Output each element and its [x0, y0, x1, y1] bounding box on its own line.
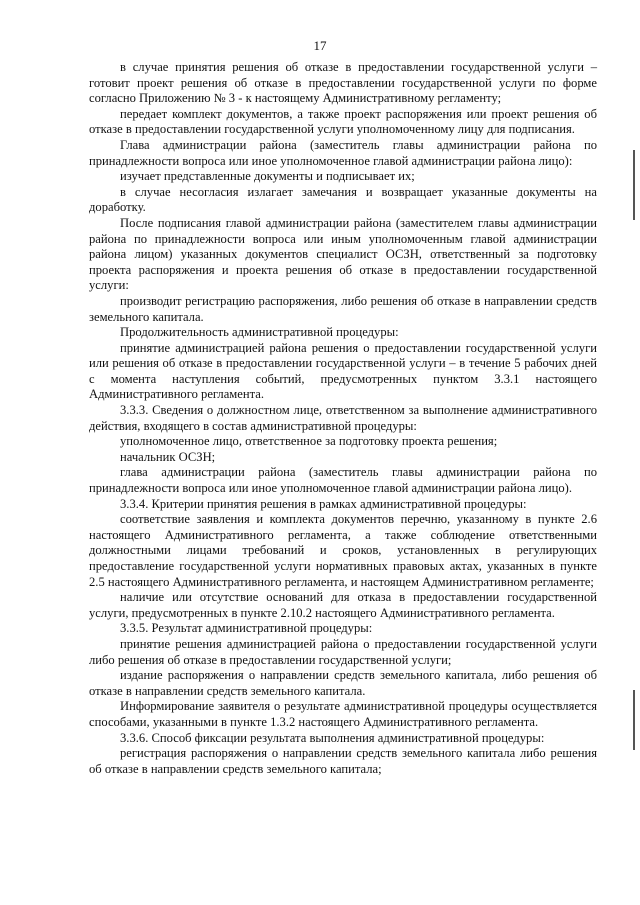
document-body: [89, 60, 597, 777]
paragraph-10: 3.3.3. Сведения о должностном лице, ответственном за выполнение административного действия, входящего в состав административной процедуры:: [89, 403, 597, 433]
paragraph-9: принятие администрацией района решения о предоставлении государственной услуги или решения об отказе в предоставлении государственной услуги – в течение 5 рабочих дней с момента наступления событий, предусмотренных пунктом 3.3.1 настоящего Административного регламента.: [89, 340, 597, 402]
paragraph-7: производит регистрацию распоряжения, либо решения об отказе в направлении средств земельного капитала.: [89, 293, 597, 324]
paragraph-21: 3.3.6. Способ фиксации результата выполнения административной процедуры:: [120, 730, 545, 745]
paragraph-17: 3.3.5. Результат административной процедуры:: [120, 621, 373, 636]
paragraph-8: Продолжительность административной процедуры:: [120, 325, 399, 340]
paragraph-15: соответствие заявления и комплекта документов перечню, указанному в пункте 2.6 настоящего Административного регламента, а также соблюдение ответственными должностными лицами требований и сроков, установленных в регулирующих предоставление государственной услуги нормативных правовых актах, указанных в пункте 2.5 настоящего Административного регламента, и настоящем Административном регламенте;: [89, 512, 597, 589]
paragraph-16: наличие или отсутствие оснований для отказа в предоставлении государственной услуги, предусмотренных в пункте 2.10.2 настоящего Административного регламента.: [89, 590, 597, 620]
paragraph-13: глава администрации района (заместитель главы администрации района по принадлежности вопроса или иное уполномоченное главой администрации района лицо).: [89, 465, 597, 496]
paragraph-12: начальник ОСЗН;: [120, 449, 216, 464]
paragraph-4: изучает представленные документы и подписывает их;: [120, 169, 415, 184]
paragraph-2: передает комплект документов, а также проект распоряжения или проект решения об отказе в предоставлении государственной услуги уполномоченному лицу для подписания.: [89, 106, 597, 137]
page-number: 17: [313, 38, 327, 53]
scan-edge-mark-bottom: [633, 690, 635, 750]
paragraph-14: 3.3.4. Критерии принятия решения в рамках административной процедуры:: [120, 496, 527, 511]
scan-edge-mark-top: [633, 150, 635, 220]
paragraph-22: регистрация распоряжения о направлении средств земельного капитала либо решения об отказе в направлении средств земельного капитала;: [89, 746, 597, 776]
paragraph-11: уполномоченное лицо, ответственное за подготовку проекта решения;: [120, 434, 498, 449]
paragraph-18: принятие решения администрацией района о предоставлении государственной услуги либо решения об отказе в предоставлении государственной услуги;: [89, 636, 597, 667]
paragraph-20: Информирование заявителя о результате административной процедуры осуществляется способами, указанными в пункте 1.3.2 настоящего Административного регламента.: [89, 699, 597, 729]
paragraph-3: Глава администрации района (заместитель главы администрации района по принадлежности вопроса или иное уполномоченное главой администрации района лицо):: [89, 137, 597, 168]
paragraph-19: издание распоряжения о направлении средств земельного капитала, либо решения об отказе в направлении средств земельного капитала.: [89, 668, 597, 698]
paragraph-5: в случае несогласия излагает замечания и возвращает указанные документы на доработку.: [89, 184, 597, 215]
paragraph-1: в случае принятия решения об отказе в предоставлении государственной услуги – готовит проект решения об отказе в предоставлении государственной услуги по форме согласно Приложению № 3 - к настоящему Административному регламенту;: [89, 60, 597, 106]
paragraph-6: После подписания главой администрации района (заместителем главы администрации района по принадлежности вопроса или иным уполномоченным главой администрации района лицом) указанных документов специалист ОСЗН, ответственный за подготовку проекта распоряжения и проекта решения об отказе в предоставлении государственной услуги:: [89, 215, 597, 293]
